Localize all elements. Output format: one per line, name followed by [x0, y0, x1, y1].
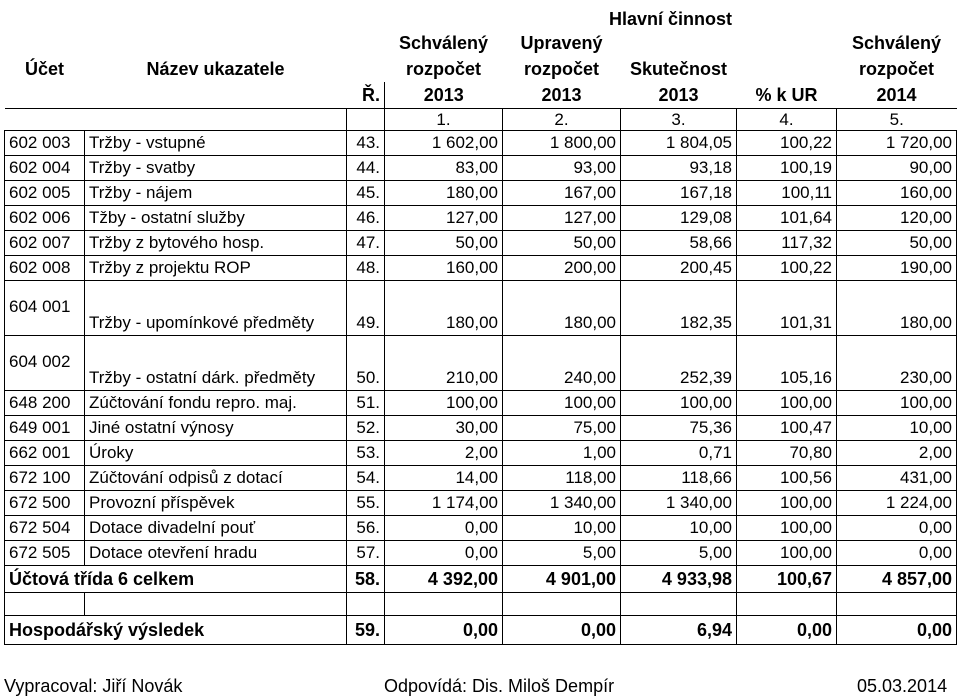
- value-v1: 83,00: [385, 156, 503, 181]
- value-v2: 100,00: [503, 391, 621, 416]
- row-number: 50.: [347, 336, 385, 391]
- row-number: 52.: [347, 416, 385, 441]
- col3-h0: Skutečnost: [629, 58, 728, 79]
- total-v5: 4 857,00: [837, 566, 957, 593]
- table-row: [5, 206, 957, 231]
- indicator-name: Dotace otevření hradu: [85, 541, 347, 566]
- value-v1: 1 602,00: [385, 131, 503, 156]
- indicator-name: Zúčtování fondu repro. maj.: [85, 391, 347, 416]
- row-number: 54.: [347, 466, 385, 491]
- value-v4: 100,56: [737, 466, 837, 491]
- col-account-header: Účet: [24, 58, 64, 79]
- row-number: 53.: [347, 441, 385, 466]
- value-v3: 200,45: [621, 256, 737, 281]
- value-v3: 182,35: [621, 281, 737, 336]
- value-v3: 58,66: [621, 231, 737, 256]
- table-row: [5, 336, 957, 391]
- total-v2: 4 901,00: [503, 566, 621, 593]
- result-row: [5, 616, 957, 645]
- value-v2: 200,00: [503, 256, 621, 281]
- col-row-header: Ř.: [347, 82, 385, 109]
- indicator-name: Tržby - nájem: [85, 181, 347, 206]
- value-v3: 75,36: [621, 416, 737, 441]
- value-v3: 129,08: [621, 206, 737, 231]
- value-v4: 101,31: [737, 281, 837, 336]
- table-row: [5, 156, 957, 181]
- indicator-name: Tržby z bytového hosp.: [85, 231, 347, 256]
- value-v5: 120,00: [837, 206, 957, 231]
- result-row-number: 59.: [347, 616, 385, 645]
- account-number: 602 003: [5, 131, 85, 156]
- indicator-name: Jiné ostatní výnosy: [85, 416, 347, 441]
- value-v4: 100,11: [737, 181, 837, 206]
- col-num-2: 2.: [503, 109, 621, 131]
- row-number: 46.: [347, 206, 385, 231]
- footer-responsible: Odpovídá: Dis. Miloš Dempír: [384, 676, 615, 696]
- value-v3: 100,00: [621, 391, 737, 416]
- footer-date: 05.03.2014: [857, 676, 948, 696]
- value-v4: 100,22: [737, 256, 837, 281]
- col-num-5: 5.: [837, 109, 957, 131]
- indicator-name: Tržby - ostatní dárk. předměty: [85, 336, 347, 391]
- value-v5: 180,00: [837, 281, 957, 336]
- account-number: 672 500: [5, 491, 85, 516]
- account-number: 604 001: [5, 281, 85, 336]
- value-v3: 93,18: [621, 156, 737, 181]
- col1-h2: 2013: [423, 84, 464, 105]
- indicator-name: Dotace divadelní pouť: [85, 516, 347, 541]
- col-num-3: 3.: [621, 109, 737, 131]
- total-label: Účtová třída 6 celkem: [5, 566, 347, 593]
- indicator-name: Tžby - ostatní služby: [85, 206, 347, 231]
- account-number: 604 002: [5, 336, 85, 391]
- table-row: [5, 541, 957, 566]
- value-v3: 167,18: [621, 181, 737, 206]
- row-number: 57.: [347, 541, 385, 566]
- value-v2: 75,00: [503, 416, 621, 441]
- result-v1: 0,00: [385, 616, 503, 645]
- table-row: [5, 281, 957, 336]
- value-v5: 160,00: [837, 181, 957, 206]
- account-number: 602 004: [5, 156, 85, 181]
- value-v4: 70,80: [737, 441, 837, 466]
- account-number: 672 505: [5, 541, 85, 566]
- indicator-name: Úroky: [85, 441, 347, 466]
- account-number: 602 007: [5, 231, 85, 256]
- col5-h2: 2014: [876, 84, 917, 105]
- account-number: 662 001: [5, 441, 85, 466]
- group-title: Hlavní činnost: [608, 9, 733, 30]
- indicator-name: Tržby - upomínkové předměty: [85, 281, 347, 336]
- col-num-1: 1.: [385, 109, 503, 131]
- table-row: [5, 516, 957, 541]
- value-v5: 230,00: [837, 336, 957, 391]
- footer-prepared: Vypracoval: Jiří Novák: [4, 676, 183, 696]
- value-v4: 117,32: [737, 231, 837, 256]
- value-v1: 14,00: [385, 466, 503, 491]
- value-v1: 30,00: [385, 416, 503, 441]
- value-v5: 50,00: [837, 231, 957, 256]
- value-v2: 127,00: [503, 206, 621, 231]
- row-number: 49.: [347, 281, 385, 336]
- value-v1: 1 174,00: [385, 491, 503, 516]
- account-number: 602 008: [5, 256, 85, 281]
- result-v2: 0,00: [503, 616, 621, 645]
- table-row: [5, 391, 957, 416]
- value-v2: 167,00: [503, 181, 621, 206]
- row-number: 48.: [347, 256, 385, 281]
- result-v4: 0,00: [737, 616, 837, 645]
- col5-h0: Schválený: [851, 32, 942, 53]
- total-v3: 4 933,98: [621, 566, 737, 593]
- row-number: 44.: [347, 156, 385, 181]
- total-v4: 100,67: [737, 566, 837, 593]
- account-number: 602 006: [5, 206, 85, 231]
- total-row: [5, 566, 957, 593]
- row-number: 56.: [347, 516, 385, 541]
- value-v1: 180,00: [385, 181, 503, 206]
- value-v4: 100,00: [737, 391, 837, 416]
- table-row: [5, 256, 957, 281]
- value-v1: 210,00: [385, 336, 503, 391]
- value-v1: 0,00: [385, 516, 503, 541]
- value-v3: 5,00: [621, 541, 737, 566]
- value-v4: 100,00: [737, 516, 837, 541]
- value-v4: 101,64: [737, 206, 837, 231]
- row-number: 43.: [347, 131, 385, 156]
- value-v2: 1 340,00: [503, 491, 621, 516]
- value-v3: 252,39: [621, 336, 737, 391]
- value-v2: 1 800,00: [503, 131, 621, 156]
- value-v5: 0,00: [837, 541, 957, 566]
- account-number: 602 005: [5, 181, 85, 206]
- col1-h0: Schválený: [398, 32, 489, 53]
- col2-h1: rozpočet: [523, 58, 599, 79]
- indicator-name: Tržby - svatby: [85, 156, 347, 181]
- value-v5: 431,00: [837, 466, 957, 491]
- row-number: 55.: [347, 491, 385, 516]
- value-v5: 0,00: [837, 516, 957, 541]
- col-name-header: Název ukazatele: [146, 58, 285, 79]
- total-row-number: 58.: [347, 566, 385, 593]
- value-v3: 1 340,00: [621, 491, 737, 516]
- col2-h2: 2013: [541, 84, 582, 105]
- value-v2: 5,00: [503, 541, 621, 566]
- value-v1: 180,00: [385, 281, 503, 336]
- value-v3: 10,00: [621, 516, 737, 541]
- result-v3: 6,94: [621, 616, 737, 645]
- value-v3: 0,71: [621, 441, 737, 466]
- value-v1: 2,00: [385, 441, 503, 466]
- value-v2: 180,00: [503, 281, 621, 336]
- value-v5: 10,00: [837, 416, 957, 441]
- indicator-name: Tržby z projektu ROP: [85, 256, 347, 281]
- table-row: [5, 466, 957, 491]
- value-v4: 100,00: [737, 491, 837, 516]
- value-v5: 1 224,00: [837, 491, 957, 516]
- value-v5: 2,00: [837, 441, 957, 466]
- value-v1: 50,00: [385, 231, 503, 256]
- value-v1: 160,00: [385, 256, 503, 281]
- col3-h1: 2013: [658, 84, 699, 105]
- value-v1: 0,00: [385, 541, 503, 566]
- value-v5: 190,00: [837, 256, 957, 281]
- table-row: [5, 441, 957, 466]
- value-v2: 1,00: [503, 441, 621, 466]
- value-v4: 100,22: [737, 131, 837, 156]
- table-row: [5, 231, 957, 256]
- account-number: 672 100: [5, 466, 85, 491]
- value-v3: 118,66: [621, 466, 737, 491]
- value-v2: 50,00: [503, 231, 621, 256]
- value-v1: 127,00: [385, 206, 503, 231]
- value-v2: 240,00: [503, 336, 621, 391]
- value-v5: 90,00: [837, 156, 957, 181]
- indicator-name: Provozní příspěvek: [85, 491, 347, 516]
- col-num-4: 4.: [737, 109, 837, 131]
- row-number: 51.: [347, 391, 385, 416]
- value-v3: 1 804,05: [621, 131, 737, 156]
- total-v1: 4 392,00: [385, 566, 503, 593]
- col1-h1: rozpočet: [405, 58, 481, 79]
- col4-header: % k UR: [755, 84, 818, 105]
- value-v2: 118,00: [503, 466, 621, 491]
- value-v4: 105,16: [737, 336, 837, 391]
- col2-h0: Upravený: [520, 32, 603, 53]
- value-v2: 10,00: [503, 516, 621, 541]
- result-v5: 0,00: [837, 616, 957, 645]
- col5-h1: rozpočet: [859, 58, 935, 79]
- row-number: 45.: [347, 181, 385, 206]
- value-v5: 100,00: [837, 391, 957, 416]
- table-row: [5, 491, 957, 516]
- value-v4: 100,00: [737, 541, 837, 566]
- value-v5: 1 720,00: [837, 131, 957, 156]
- table-row: [5, 181, 957, 206]
- value-v4: 100,47: [737, 416, 837, 441]
- value-v2: 93,00: [503, 156, 621, 181]
- account-number: 649 001: [5, 416, 85, 441]
- budget-table: [4, 0, 957, 645]
- result-label: Hospodářský výsledek: [5, 616, 347, 645]
- value-v4: 100,19: [737, 156, 837, 181]
- indicator-name: Tržby - vstupné: [85, 131, 347, 156]
- account-number: 648 200: [5, 391, 85, 416]
- account-number: 672 504: [5, 516, 85, 541]
- row-number: 47.: [347, 231, 385, 256]
- table-row: [5, 131, 957, 156]
- value-v1: 100,00: [385, 391, 503, 416]
- indicator-name: Zúčtování odpisů z dotací: [85, 466, 347, 491]
- table-row: [5, 416, 957, 441]
